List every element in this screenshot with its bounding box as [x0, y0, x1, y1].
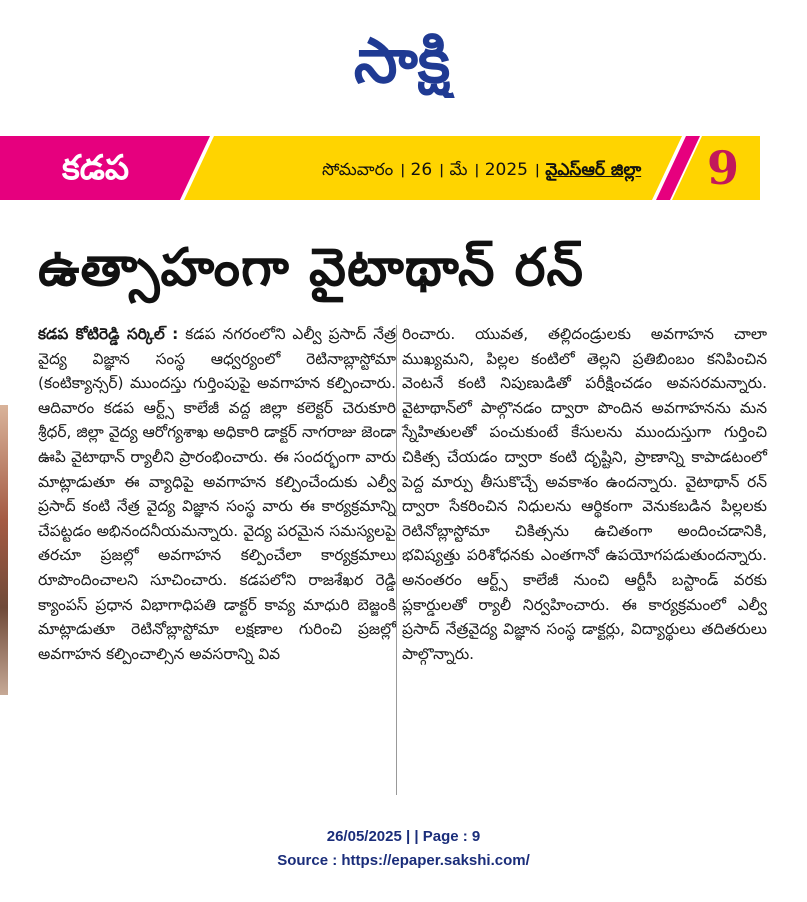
page-number: 9 [707, 141, 740, 195]
column-divider [396, 325, 397, 795]
article-column-1-text: కడప నగరంలోని ఎల్వీ ప్రసాద్‌ నేత్ర వైద్య విజ్ఞాన సంస్థ ఆధ్వర్యంలో రెటినాబ్లాస్టోమా (కంటిక్యాన్సర్‌) ముందస్తు గుర్తింపుపై అవగాహన కల్పించారు. ఆదివారం కడప ఆర్ట్స్‌ కాలేజీ వద్ద జిల్లా కలెక్టర్‌ చెరుకూరి శ్రీధర్‌, జిల్లా వైద్య ఆరోగ్యశాఖ అధికారి డాక్టర్‌ నాగరాజు జెండా ఊపి వైటాథాన్‌ ర్యాలీని ప్రారంభించారు. ఈ సందర్భంగా వారు మాట్లాడుతూ ఈ వ్యాధిపై అవగాహన కల్పించేందుకు ఎల్వీ ప్రసాద్‌ కంటి నేత్ర వైద్య విజ్ఞాన సంస్థ వారు ఈ కార్యక్రమాన్ని చేపట్టడం అభినందనీయమన్నారు. వైద్య పరమైన సమస్యలపై తరచూ ప్రజల్లో అవగాహన కల్పించేలా కార్యక్రమాలు రూపొందించాలని సూచించారు. కడపలోని రాజశేఖర రెడ్డి క్యాంపస్‌ ప్రధాన విభాగాధిపతి డాక్టర్‌ కావ్య మాధురి బెజ్జంకి మాట్లాడుతూ రెటినోబ్లాస్టోమా లక్షణాల గురించి ప్రజల్లో అవగాహన కల్పించాల్సిన అవసరాన్ని వివ [38, 325, 396, 663]
dateline-date: 26 [410, 160, 433, 180]
dateline-month: మే [449, 160, 468, 180]
article-column-2-text: రించారు. యువత, తల్లిదండ్రులకు అవగాహన చాలా ముఖ్యమని, పిల్లల కంటిలో తెల్లని ప్రతిబింబం కనిపించిన వెంటనే కంటి నిపుణుడితో పరీక్షించడం అవసరమన్నారు. వైటాథాన్‌లో పాల్గొనడం ద్వారా పొందిన అవగాహనను మన స్నేహితులతో పంచుకుంటే కేసులను ముందుస్తుగా గుర్తించి చికిత్స చేయడం ద్వారా కంటి దృష్టిని, ప్రాణాన్ని కాపాడటంలో పెద్ద మార్పు తీసుకొచ్చే అవకాశం ఉందన్నారు. వైటాథాన్‌ రన్‌ ద్వారా సేకరించిన నిధులను ఆర్థికంగా వెనుకబడిన పిల్లలకు రెటినోబ్లాస్టోమా చికిత్సను ఉచితంగా అందించడానికి, భవిష్యత్తు పరిశోధనకు ఎంతగానో ఉపయోగపడుతుందన్నారు. అనంతరం ఆర్ట్స్‌ కాలేజీ నుంచి ఆర్టీసీ బస్టాండ్‌ వరకు ప్లకార్డులతో ర్యాలీ నిర్వహించారు. ఈ కార్యక్రమంలో ఎల్వీ ప్రసాద్‌ నేత్రవైద్య విజ్ఞాన సంస్థ డాక్టర్లు, విద్యార్థులు తదితరులు పాల్గొన్నారు. [402, 325, 767, 663]
logo-text: సాక్షి [353, 24, 451, 97]
footer-source-link[interactable]: Source : https://epaper.sakshi.com/ [277, 852, 530, 869]
dateline-sep: । [472, 160, 480, 180]
dateline-district: వైఎస్‌ఆర్‌ జిల్లా [545, 160, 642, 180]
adjacent-photo-edge [0, 405, 8, 695]
dateline-sep: । [533, 160, 540, 180]
dateline-sep: । [398, 160, 406, 180]
dateline-sep: । [437, 160, 445, 180]
sakshi-logo [300, 18, 505, 98]
article-column-1 [38, 322, 396, 666]
article-headline: ఉత్సాహంగా వైటాథాన్‌ రన్‌ [38, 238, 584, 298]
article-dateline: కడప కోటిరెడ్డి సర్కిల్‌ : [38, 325, 179, 343]
footer-date-page: 26/05/2025 | | Page : 9 [326, 828, 481, 845]
dateline-year: 2025 [484, 160, 528, 180]
article-column-2 [402, 322, 767, 666]
dateline [322, 158, 641, 182]
section-name: కడప [62, 148, 130, 188]
dateline-day: సోమవారం [322, 160, 394, 180]
